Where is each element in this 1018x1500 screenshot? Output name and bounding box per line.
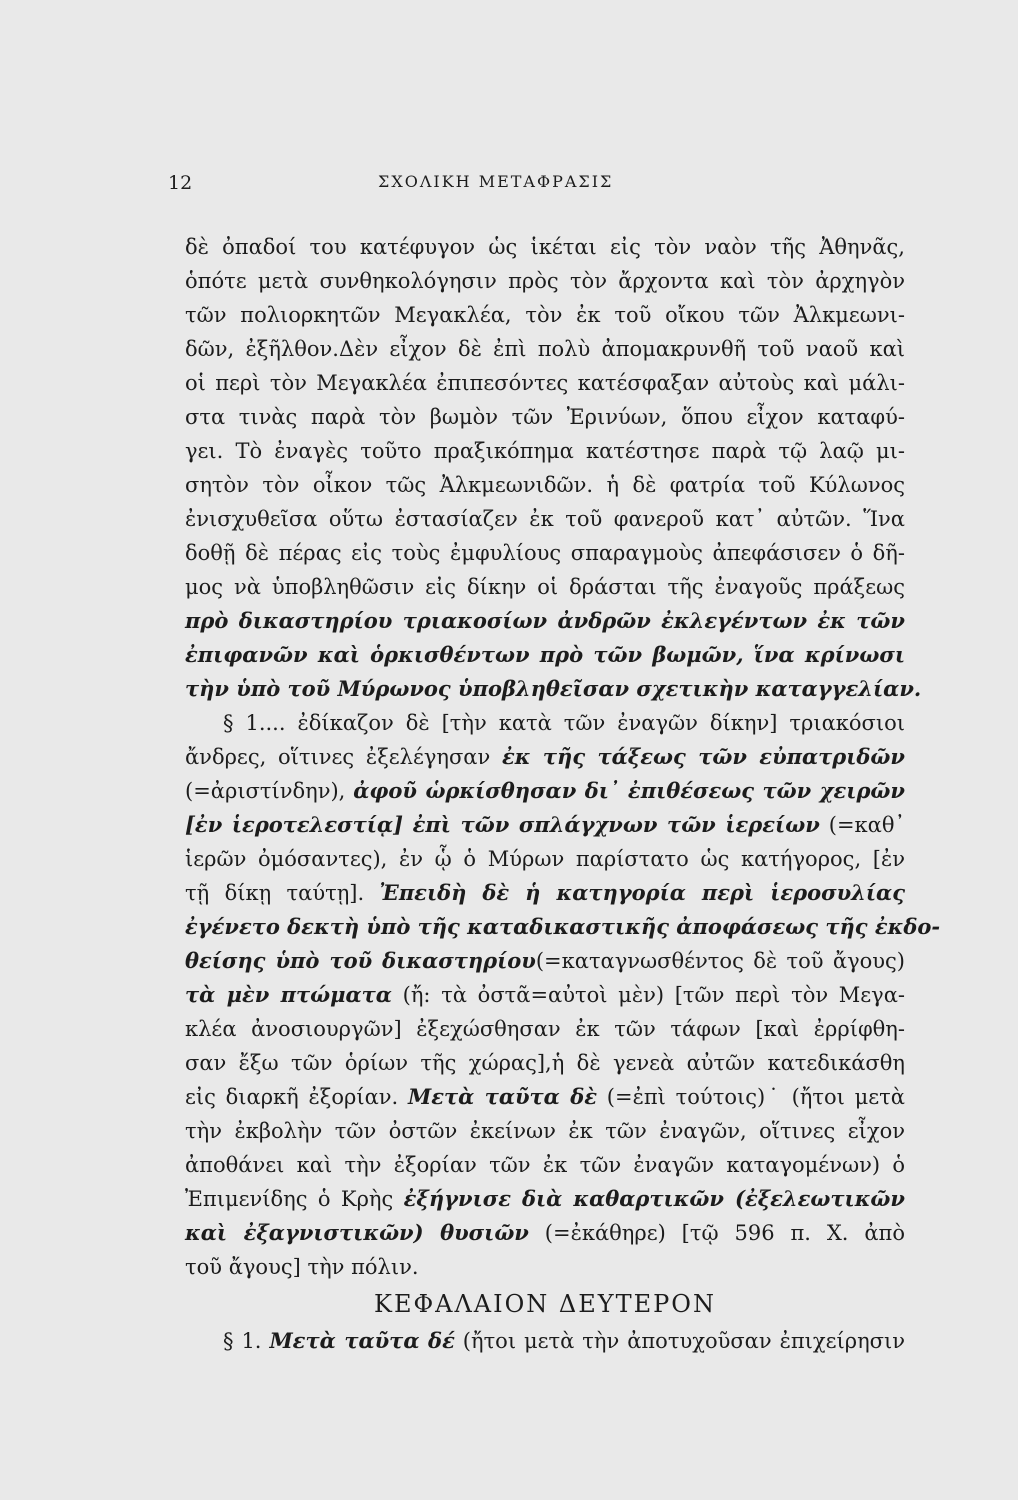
text-line — [185, 298, 905, 332]
emphasis-text: τὴν ὑπὸ τοῦ Μύρωνος ὑποβληθεῖσαν σχετικὴν καταγγελίαν. — [185, 676, 922, 701]
text-line — [185, 502, 905, 536]
plain-text: (=ἐπὶ τούτοις)˙ (ἤτοι μετὰ — [597, 1085, 905, 1109]
text-line — [185, 332, 905, 366]
plain-text: ἐνισχυθεῖσα οὕτω ἐστασίαζεν ἐκ τοῦ φανεροῦ κατ᾽ αὐτῶν. Ἵνα — [185, 507, 905, 531]
text-line — [185, 1046, 905, 1080]
emphasis-text: ἐξήγνισε διὰ καθαρτικῶν (ἐξελεωτικῶν — [403, 1186, 905, 1211]
text-line — [185, 400, 905, 434]
plain-text: οἱ περὶ τὸν Μεγακλέα ἐπιπεσόντες κατέσφαξαν αὐτοὺς καὶ μάλι- — [185, 371, 905, 395]
emphasis-text: Μετὰ ταῦτα δέ — [269, 1328, 455, 1353]
text-line — [185, 876, 905, 910]
plain-text: ἄνδρες, οἵτινες ἐξελέγησαν — [185, 745, 503, 769]
plain-text: (ἤ: τὰ ὀστᾶ=αὐτοὶ μὲν) [τῶν περὶ τὸν Μεγα- — [391, 983, 905, 1007]
text-line — [185, 774, 905, 808]
emphasis-text: [ἐν ἱεροτελεστίᾳ] ἐπὶ τῶν σπλάγχνων τῶν ἱερείων — [185, 812, 820, 837]
plain-text: εἰς διαρκῆ ἐξορίαν. — [185, 1085, 408, 1109]
plain-text: Ἐπιμενίδης ὁ Κρὴς — [185, 1187, 404, 1211]
emphasis-text: ἀφοῦ ὡρκίσθησαν δι᾽ ἐπιθέσεως τῶν χειρῶν — [353, 778, 905, 803]
plain-text: μος νὰ ὑποβληθῶσιν εἰς δίκην οἱ δράσται τῆς ἐναγοῦς πράξεως — [185, 575, 905, 599]
plain-text: δοθῇ δὲ πέρας εἰς τοὺς ἐμφυλίους σπαραγμοὺς ἀπεφάσισεν ὁ δῆ- — [185, 541, 905, 565]
text-line — [185, 1148, 905, 1182]
emphasis-text: καὶ ἐξαγνιστικῶν) θυσιῶν — [185, 1220, 529, 1245]
plain-text: (=ἐκάθηρε) [τῷ 596 π. Χ. ἀπὸ — [528, 1221, 905, 1245]
text-line — [185, 808, 905, 842]
text-line — [185, 434, 905, 468]
plain-text: (ἤτοι μετὰ τὴν ἀποτυχοῦσαν ἐπιχείρησιν — [454, 1329, 905, 1353]
plain-text: δῶν, ἐξῆλθον.Δὲν εἶχον δὲ ἐπὶ πολὺ ἀπομακρυνθῆ τοῦ ναοῦ καὶ — [185, 337, 905, 361]
plain-text: § 1.... ἐδίκαζον δὲ [τὴν κατὰ τῶν ἐναγῶν δίκην] τριακόσιοι — [223, 711, 905, 735]
emphasis-text: ἐκ τῆς τάξεως τῶν εὐπατριδῶν — [502, 744, 905, 769]
emphasis-text: θείσης ὑπὸ τοῦ δικαστηρίου — [185, 948, 536, 973]
page-number: 12 — [168, 172, 193, 194]
text-line — [185, 706, 905, 740]
plain-text: σαν ἔξω τῶν ὁρίων τῆς χώρας],ἡ δὲ γενεὰ αὐτῶν κατεδικάσθη — [185, 1051, 905, 1075]
text-line — [185, 1216, 905, 1250]
emphasis-text: πρὸ δικαστηρίου τριακοσίων ἀνδρῶν ἐκλεγέντων ἐκ τῶν — [185, 608, 905, 633]
text-line — [185, 570, 905, 604]
plain-text: ἀποθάνει καὶ τὴν ἐξορίαν τῶν ἐκ τῶν ἐναγῶν καταγομένων) ὁ — [185, 1153, 905, 1177]
plain-text: στα τινὰς παρὰ τὸν βωμὸν τῶν Ἐρινύων, ὅπου εἶχον καταφύ- — [185, 405, 905, 429]
plain-text: δὲ ὀπαδοί του κατέφυγον ὡς ἱκέται εἰς τὸν ναὸν τῆς Ἀθηνᾶς, — [185, 235, 905, 259]
text-line — [185, 842, 905, 876]
text-line — [185, 638, 905, 672]
text-line — [185, 1114, 905, 1148]
plain-text: τῶν πολιορκητῶν Μεγακλέα, τὸν ἐκ τοῦ οἴκου τῶν Ἀλκμεωνι- — [185, 303, 905, 327]
plain-text: σητὸν τὸν οἶκον τῶς Ἀλκμεωνιδῶν. ἡ δὲ φατρία τοῦ Κύλωνος — [185, 473, 905, 497]
body-text — [185, 230, 941, 1358]
text-line — [185, 1324, 905, 1358]
text-line — [185, 978, 905, 1012]
plain-text: κλέα ἀνοσιουργῶν] ἐξεχώσθησαν ἐκ τῶν τάφων [καὶ ἐρρίφθη- — [185, 1017, 905, 1041]
text-line — [185, 944, 905, 978]
plain-text: ὁπότε μετὰ συνθηκολόγησιν πρὸς τὸν ἄρχοντα καὶ τὸν ἀρχηγὸν — [185, 269, 905, 293]
emphasis-text: Μετὰ ταῦτα δὲ — [407, 1084, 598, 1109]
plain-text: § 1. — [223, 1329, 270, 1353]
text-line — [185, 1182, 905, 1216]
text-line — [185, 604, 905, 638]
text-line — [185, 230, 905, 264]
emphasis-text: ἐγένετο δεκτὴ ὑπὸ τῆς καταδικαστικῆς ἀποφάσεως τῆς ἐκδο- — [185, 914, 941, 939]
text-line — [185, 1250, 905, 1284]
page-header — [168, 172, 768, 202]
running-title: ΣΧΟΛΙΚΗ ΜΕΤΑΦΡΑΣΙΣ — [378, 172, 614, 191]
text-line — [185, 672, 922, 706]
text-line — [185, 910, 941, 944]
text-line — [185, 1080, 905, 1114]
text-line — [185, 468, 905, 502]
plain-text: τῇ δίκῃ ταύτῃ]. — [185, 881, 380, 905]
plain-text: ἱερῶν ὀμόσαντες), ἐν ᾧ ὁ Μύρων παρίστατο ὡς κατήγορος, [ἐν — [185, 847, 905, 871]
plain-text: (=ἀριστίνδην), — [185, 779, 354, 803]
plain-text: τοῦ ἄγους] τὴν πόλιν. — [185, 1255, 419, 1279]
text-line — [185, 740, 905, 774]
plain-text: γει. Τὸ ἐναγὲς τοῦτο πραξικόπημα κατέστησε παρὰ τῷ λαῷ μι- — [185, 439, 905, 463]
plain-text: (=καταγνωσθέντος δὲ τοῦ ἄγους) — [535, 949, 906, 973]
text-line — [185, 536, 905, 570]
chapter-heading: ΚΕΦΑΛΑΙΟΝ ΔΕΥΤΕΡΟΝ — [374, 1290, 716, 1318]
emphasis-text: Ἐπειδὴ δὲ ἡ κατηγορία περὶ ἱεροσυλίας — [379, 880, 905, 905]
emphasis-text: ἐπιφανῶν καὶ ὁρκισθέντων πρὸ τῶν βωμῶν, ἵνα κρίνωσι — [185, 642, 905, 667]
plain-text: (=καθ᾽ — [819, 813, 905, 837]
plain-text: τὴν ἐκβολὴν τῶν ὀστῶν ἐκείνων ἐκ τῶν ἐναγῶν, οἵτινες εἶχον — [185, 1119, 905, 1143]
text-line — [185, 1012, 905, 1046]
text-line — [185, 264, 905, 298]
emphasis-text: τὰ μὲν πτώματα — [185, 982, 392, 1007]
text-line — [185, 366, 905, 400]
